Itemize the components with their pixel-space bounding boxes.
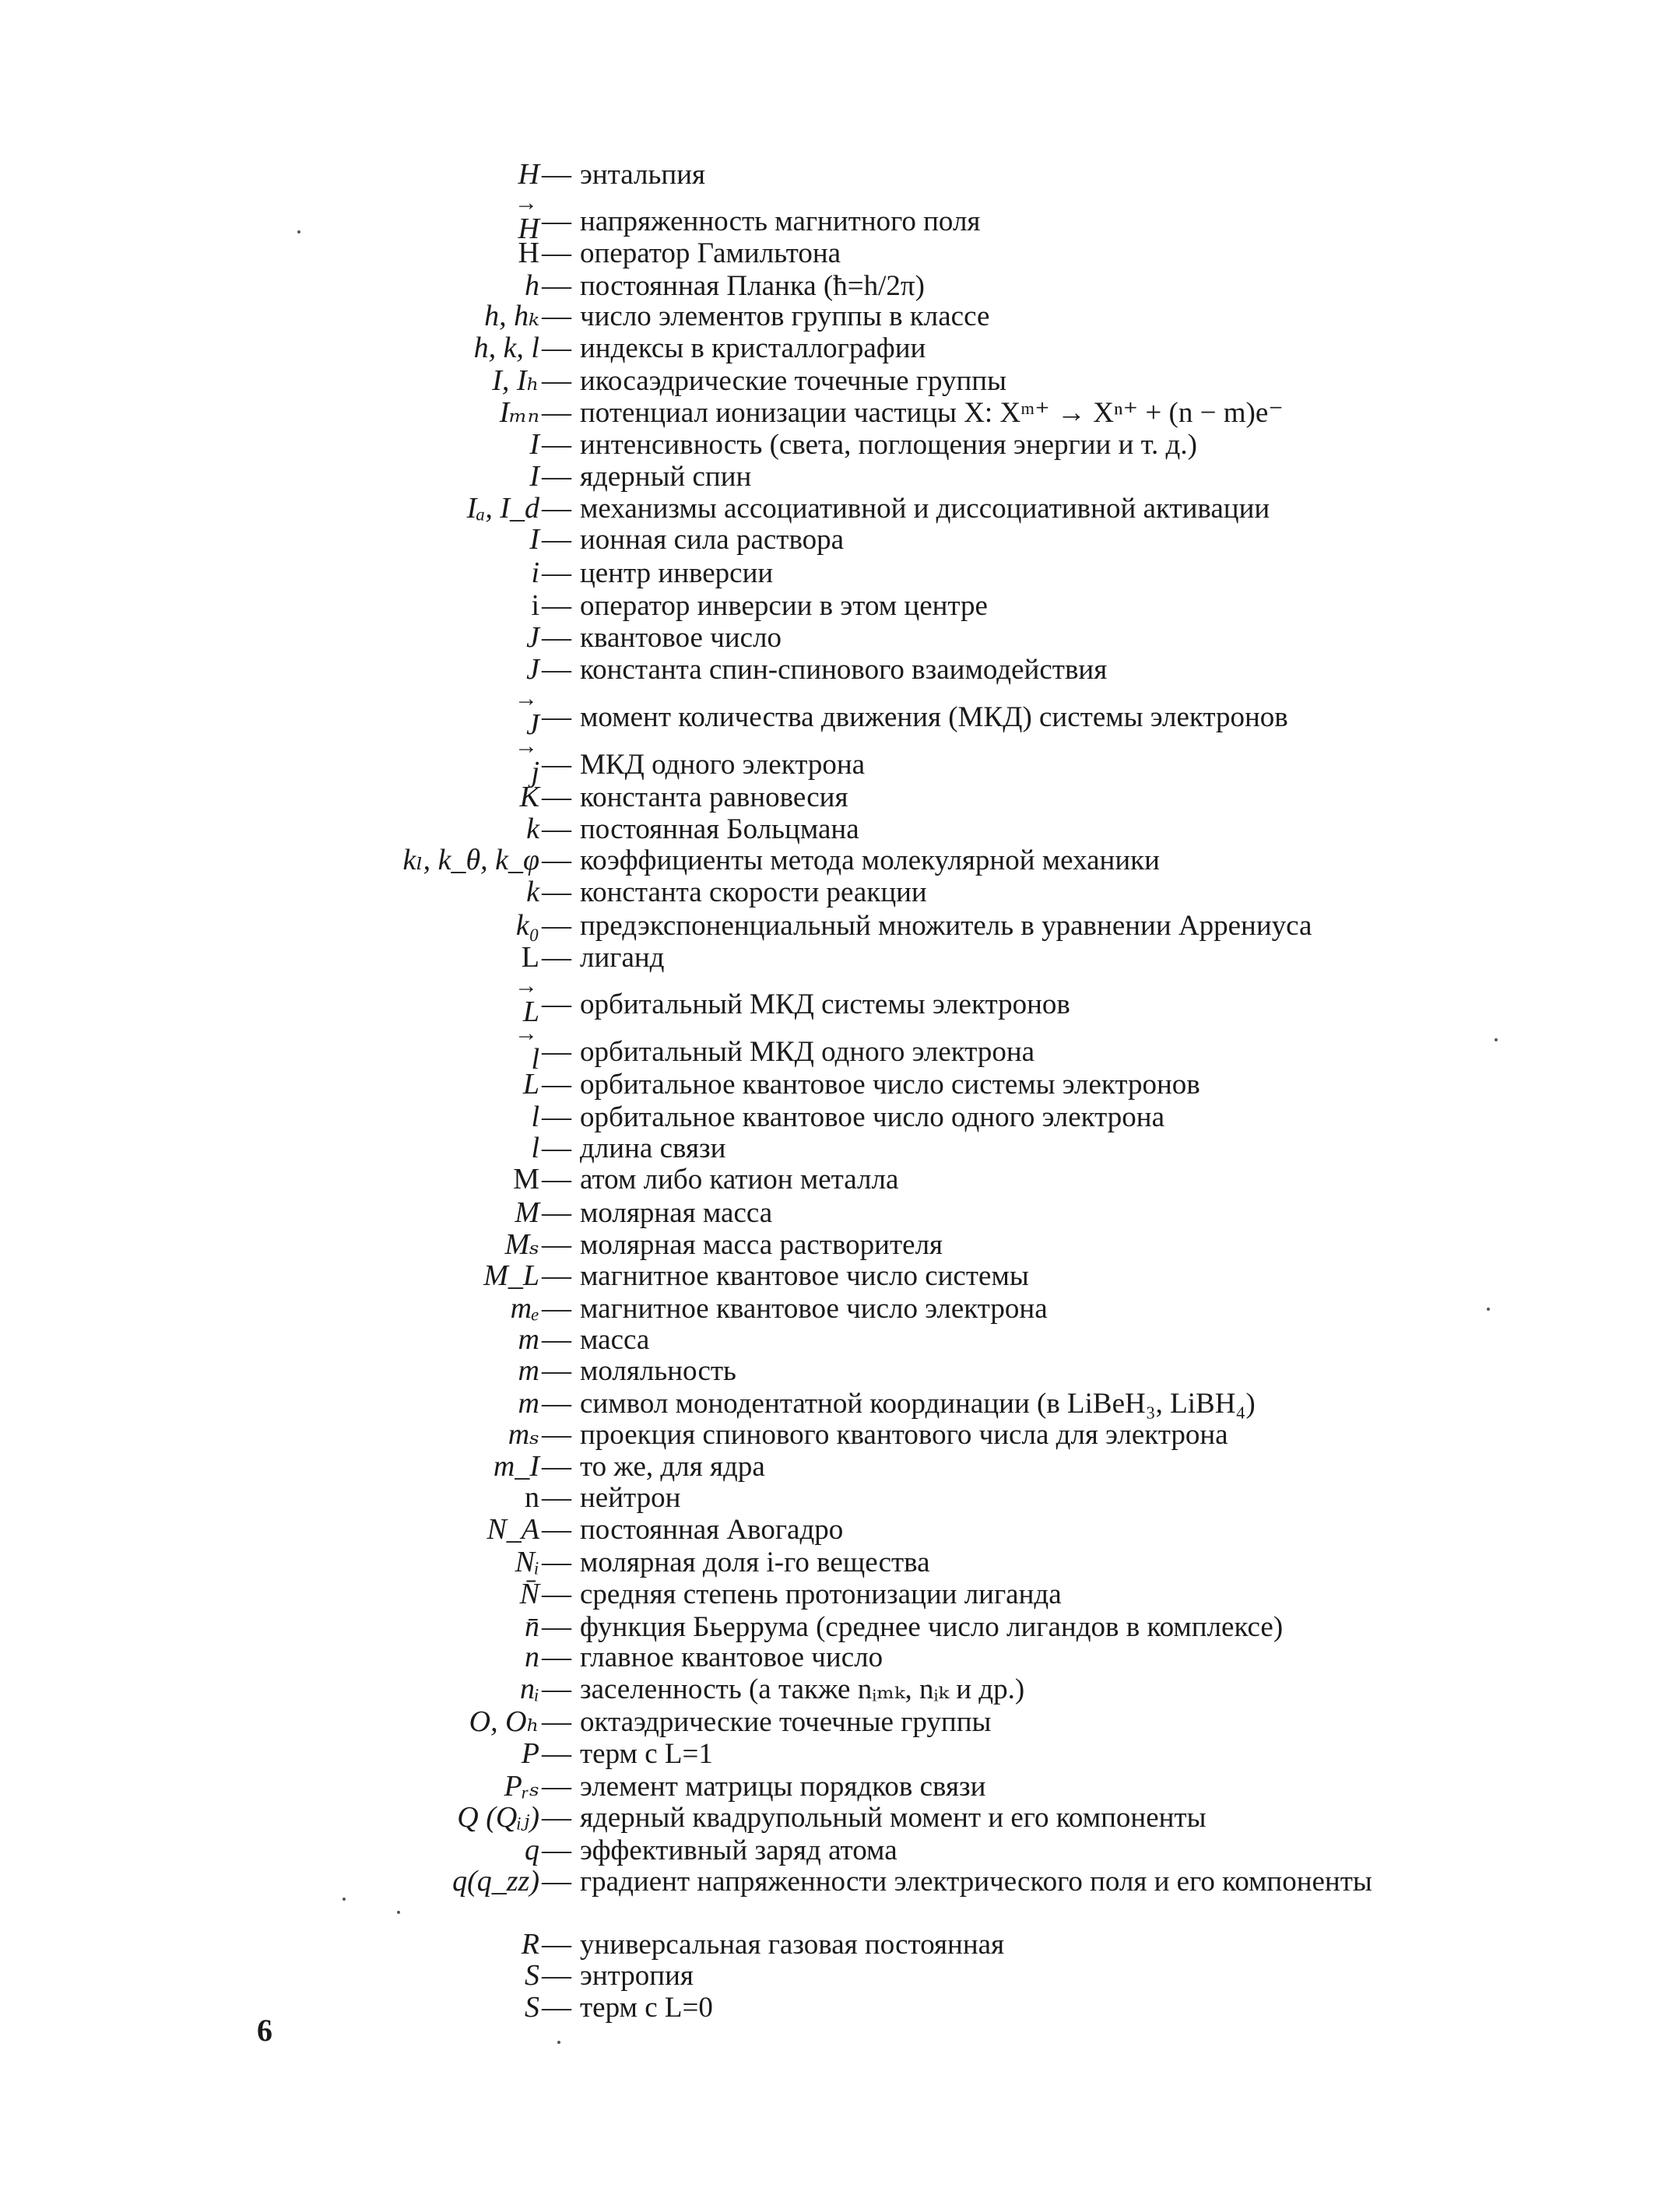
description: терм с L=1 xyxy=(580,1738,713,1770)
em-dash: — xyxy=(542,909,571,942)
entry-row xyxy=(0,1514,1672,1546)
entry-row xyxy=(0,1229,1672,1261)
symbol: l xyxy=(531,1132,539,1164)
symbol: I xyxy=(529,428,539,461)
symbol: M_L xyxy=(483,1259,539,1292)
description: магнитное квантовое число системы xyxy=(580,1260,1029,1292)
em-dash: — xyxy=(542,396,571,429)
symbol: q xyxy=(525,1834,539,1866)
symbol: M xyxy=(513,1163,539,1196)
symbol: S xyxy=(525,1991,539,2024)
entry-row xyxy=(0,1771,1672,1803)
em-dash: — xyxy=(542,523,571,556)
description: то же, для ядра xyxy=(580,1451,765,1483)
description: моляльность xyxy=(580,1355,736,1387)
entry-row xyxy=(0,1929,1672,1961)
description: универсальная газовая постоянная xyxy=(580,1929,1005,1961)
symbol: n̄ xyxy=(525,1610,539,1643)
em-dash: — xyxy=(542,237,571,269)
symbol: m xyxy=(518,1323,539,1356)
entry-row xyxy=(0,205,1672,245)
entry-row xyxy=(0,461,1672,493)
em-dash: — xyxy=(542,428,571,461)
vector-symbol: → l xyxy=(531,1036,539,1076)
entry-row xyxy=(0,332,1672,364)
symbol: m xyxy=(518,1387,539,1420)
em-dash: — xyxy=(542,1513,571,1546)
symbol: i xyxy=(531,589,539,622)
symbol: S xyxy=(525,1959,539,1992)
symbol: k₀ xyxy=(515,909,539,942)
entry-row xyxy=(0,876,1672,908)
entry-row xyxy=(0,1547,1672,1578)
em-dash: — xyxy=(542,1705,571,1738)
em-dash: — xyxy=(542,781,571,813)
symbol: P xyxy=(521,1737,539,1770)
symbol: I xyxy=(529,460,539,493)
entry-row xyxy=(0,1578,1672,1610)
entry-row xyxy=(0,270,1672,302)
description: терм с L=0 xyxy=(580,1992,713,2024)
em-dash: — xyxy=(542,1834,571,1866)
description: молярная масса растворителя xyxy=(580,1229,943,1261)
em-dash: — xyxy=(542,460,571,493)
symbol: O, Oₕ xyxy=(469,1705,539,1738)
description: коэффициенты метода молекулярной механики xyxy=(580,844,1160,876)
em-dash: — xyxy=(542,1673,571,1705)
em-dash: — xyxy=(542,1959,571,1992)
symbol: k xyxy=(526,813,539,845)
description: ядерный квадрупольный момент и его компоненты xyxy=(580,1802,1207,1834)
em-dash: — xyxy=(542,1068,571,1101)
description: молярная масса xyxy=(580,1197,773,1229)
em-dash: — xyxy=(542,1035,571,1068)
description: потенциал ионизации частицы X: Xᵐ⁺ → Xⁿ⁺ + (n − m)e⁻ xyxy=(580,397,1284,429)
entry-row xyxy=(0,397,1672,429)
symbol: N̄ xyxy=(519,1578,539,1610)
em-dash: — xyxy=(542,1292,571,1325)
symbol: Iₘₙ xyxy=(499,396,539,429)
symbol: n xyxy=(525,1481,539,1514)
entry-row xyxy=(0,1164,1672,1196)
symbol: H xyxy=(518,158,539,191)
entry-row xyxy=(0,1992,1672,2024)
description: константа спин-спинового взаимодействия xyxy=(580,654,1108,686)
em-dash: — xyxy=(542,1865,571,1898)
symbol: L xyxy=(521,941,539,974)
em-dash: — xyxy=(542,492,571,525)
entry-row xyxy=(0,429,1672,461)
entry-row xyxy=(0,1611,1672,1643)
symbol: Iₐ, I_d xyxy=(466,492,539,525)
em-dash: — xyxy=(542,1196,571,1229)
symbol: h xyxy=(525,269,539,302)
description: нейтрон xyxy=(580,1482,681,1514)
page-number: 6 xyxy=(257,2013,272,2048)
description: орбитальный МКД одного электрона xyxy=(580,1036,1035,1068)
symbol: M xyxy=(515,1196,539,1229)
em-dash: — xyxy=(542,1323,571,1356)
symbol: J xyxy=(526,653,539,686)
entry-row xyxy=(0,1738,1672,1770)
entry-row xyxy=(0,1197,1672,1229)
symbol: I xyxy=(529,523,539,556)
em-dash: — xyxy=(542,748,571,781)
em-dash: — xyxy=(542,1991,571,2024)
description: градиент напряженности электрического поля и его компоненты xyxy=(580,1866,1372,1898)
description: энтропия xyxy=(580,1960,694,1992)
description: функция Бьеррума (среднее число лигандов в комплексе) xyxy=(580,1611,1284,1643)
symbol: h, hₖ xyxy=(484,300,539,332)
entry-row xyxy=(0,557,1672,589)
em-dash: — xyxy=(542,813,571,845)
symbol: J xyxy=(526,621,539,654)
em-dash: — xyxy=(542,364,571,397)
entry-row xyxy=(0,942,1672,974)
entry-row xyxy=(0,1101,1672,1133)
description: квантовое число xyxy=(580,622,782,654)
description: оператор Гамильтона xyxy=(580,237,841,269)
description: длина связи xyxy=(580,1132,726,1164)
symbol: Q (Qᵢⱼ) xyxy=(457,1801,539,1834)
em-dash: — xyxy=(542,300,571,332)
em-dash: — xyxy=(542,1259,571,1292)
entry-row xyxy=(0,781,1672,813)
description: икосаэдрические точечные группы xyxy=(580,365,1006,397)
em-dash: — xyxy=(542,1801,571,1834)
em-dash: — xyxy=(542,332,571,364)
entry-row xyxy=(0,1069,1672,1101)
description: эффективный заряд атома xyxy=(580,1835,897,1866)
entry-row xyxy=(0,700,1672,741)
entry-row xyxy=(0,1035,1672,1076)
symbol: q(q_zz) xyxy=(452,1865,539,1898)
em-dash: — xyxy=(542,1228,571,1261)
entry-row xyxy=(0,1866,1672,1898)
em-dash: — xyxy=(542,844,571,876)
symbol: n xyxy=(525,1641,539,1673)
em-dash: — xyxy=(542,1418,571,1451)
description: интенсивность (света, поглощения энергии и т. д.) xyxy=(580,429,1197,461)
scan-speck xyxy=(297,230,300,233)
em-dash: — xyxy=(542,1101,571,1133)
em-dash: — xyxy=(542,621,571,654)
symbol: Nᵢ xyxy=(515,1546,539,1578)
symbol: N_A xyxy=(486,1513,539,1546)
entry-row xyxy=(0,1802,1672,1834)
entry-row xyxy=(0,1706,1672,1738)
description: лиганд xyxy=(580,942,665,974)
vector-symbol: → H xyxy=(518,205,539,245)
entry-row xyxy=(0,1960,1672,1992)
em-dash: — xyxy=(542,941,571,974)
description: напряженность магнитного поля xyxy=(580,205,981,237)
description: постоянная Планка (ħ=h/2π) xyxy=(580,270,925,302)
em-dash: — xyxy=(542,557,571,589)
entry-row xyxy=(0,590,1672,622)
symbol: h, k, l xyxy=(473,332,539,364)
em-dash: — xyxy=(542,589,571,622)
em-dash: — xyxy=(542,205,571,237)
entry-row xyxy=(0,654,1672,686)
em-dash: — xyxy=(542,1578,571,1610)
entry-row xyxy=(0,1419,1672,1451)
entry-row xyxy=(0,1835,1672,1866)
entry-row xyxy=(0,813,1672,845)
entry-row xyxy=(0,1132,1672,1164)
em-dash: — xyxy=(542,1737,571,1770)
entry-row xyxy=(0,622,1672,654)
symbol: mₑ xyxy=(510,1292,539,1325)
entry-row xyxy=(0,1355,1672,1387)
entry-row xyxy=(0,365,1672,397)
symbol: m xyxy=(518,1354,539,1387)
symbol: I, Iₕ xyxy=(492,364,539,397)
entry-row xyxy=(0,524,1672,556)
description: константа равновесия xyxy=(580,781,848,813)
description: постоянная Больцмана xyxy=(580,813,859,845)
em-dash: — xyxy=(542,158,571,191)
description: оператор инверсии в этом центре xyxy=(580,590,988,622)
description: ионная сила раствора xyxy=(580,524,845,556)
symbol: i xyxy=(531,557,539,589)
symbol: R xyxy=(521,1928,539,1961)
em-dash: — xyxy=(542,1770,571,1803)
description: масса xyxy=(580,1324,650,1356)
scan-speck xyxy=(397,1911,400,1914)
description: октаэдрические точечные группы xyxy=(580,1706,992,1738)
em-dash: — xyxy=(542,1387,571,1420)
description: предэкспоненциальный множитель в уравнении Аррениуса xyxy=(580,910,1312,942)
entry-row xyxy=(0,1482,1672,1514)
description: постоянная Авогадро xyxy=(580,1514,844,1546)
description: число элементов группы в классе xyxy=(580,300,990,332)
em-dash: — xyxy=(542,1132,571,1164)
entry-row xyxy=(0,493,1672,525)
entry-row xyxy=(0,159,1672,191)
description: символ монодентатной координации (в LiBeH₃, LiBH₄) xyxy=(580,1388,1256,1420)
description: средняя степень протонизации лиганда xyxy=(580,1578,1062,1610)
symbol: Pᵣₛ xyxy=(504,1770,539,1803)
symbol: L xyxy=(522,1068,539,1101)
description: МКД одного электрона xyxy=(580,749,866,781)
em-dash: — xyxy=(542,1163,571,1196)
vector-symbol: → J xyxy=(526,701,539,741)
entry-row xyxy=(0,1673,1672,1705)
em-dash: — xyxy=(542,269,571,302)
symbol: Mₛ xyxy=(504,1228,539,1261)
description: магнитное квантовое число электрона xyxy=(580,1293,1048,1325)
em-dash: — xyxy=(542,1641,571,1673)
entry-row xyxy=(0,1260,1672,1292)
entry-row xyxy=(0,844,1672,876)
symbol: kₗ, k_θ, k_φ xyxy=(402,844,539,876)
em-dash: — xyxy=(542,653,571,686)
em-dash: — xyxy=(542,1450,571,1483)
entry-row xyxy=(0,237,1672,269)
entry-row xyxy=(0,1451,1672,1483)
description: заселенность (а также nᵢₘₖ, nᵢₖ и др.) xyxy=(580,1673,1025,1705)
symbol: nᵢ xyxy=(519,1673,539,1705)
entry-row xyxy=(0,748,1672,788)
entry-row xyxy=(0,1293,1672,1325)
description: момент количества движения (МКД) системы электронов xyxy=(580,701,1288,733)
vector-symbol: → L xyxy=(523,988,539,1028)
symbol: k xyxy=(526,876,539,908)
description: константа скорости реакции xyxy=(580,876,927,908)
scan-speck xyxy=(1495,1038,1498,1041)
em-dash: — xyxy=(542,700,571,733)
description: проекция спинового квантового числа для электрона xyxy=(580,1419,1228,1451)
em-dash: — xyxy=(542,1610,571,1643)
symbol: mₛ xyxy=(508,1418,539,1451)
entry-row xyxy=(0,300,1672,332)
vector-symbol: → j xyxy=(531,749,539,788)
description: молярная доля i-го вещества xyxy=(580,1547,930,1578)
symbol: H xyxy=(518,237,539,269)
description: энтальпия xyxy=(580,159,706,191)
em-dash: — xyxy=(542,1928,571,1961)
entry-row xyxy=(0,988,1672,1028)
em-dash: — xyxy=(542,988,571,1020)
scan-speck xyxy=(557,2041,560,2044)
em-dash: — xyxy=(542,876,571,908)
description: орбитальное квантовое число системы электронов xyxy=(580,1069,1200,1101)
entry-row xyxy=(0,1388,1672,1420)
description: орбитальное квантовое число одного электрона xyxy=(580,1101,1165,1133)
description: ядерный спин xyxy=(580,461,752,493)
entry-row xyxy=(0,910,1672,942)
description: центр инверсии xyxy=(580,557,774,589)
entry-row xyxy=(0,1324,1672,1356)
scan-speck xyxy=(342,1898,346,1901)
description: атом либо катион металла xyxy=(580,1164,899,1196)
description: механизмы ассоциативной и диссоциативной активации xyxy=(580,493,1270,525)
description: индексы в кристаллографии xyxy=(580,332,926,364)
em-dash: — xyxy=(542,1354,571,1387)
symbol: l xyxy=(531,1101,539,1133)
description: главное квантовое число xyxy=(580,1641,883,1673)
scan-speck xyxy=(1487,1308,1490,1311)
em-dash: — xyxy=(542,1481,571,1514)
entry-row xyxy=(0,1641,1672,1673)
symbol: K xyxy=(519,781,539,813)
symbol: m_I xyxy=(493,1450,539,1483)
description: орбитальный МКД системы электронов xyxy=(580,988,1070,1020)
description: элемент матрицы порядков связи xyxy=(580,1771,986,1803)
em-dash: — xyxy=(542,1546,571,1578)
